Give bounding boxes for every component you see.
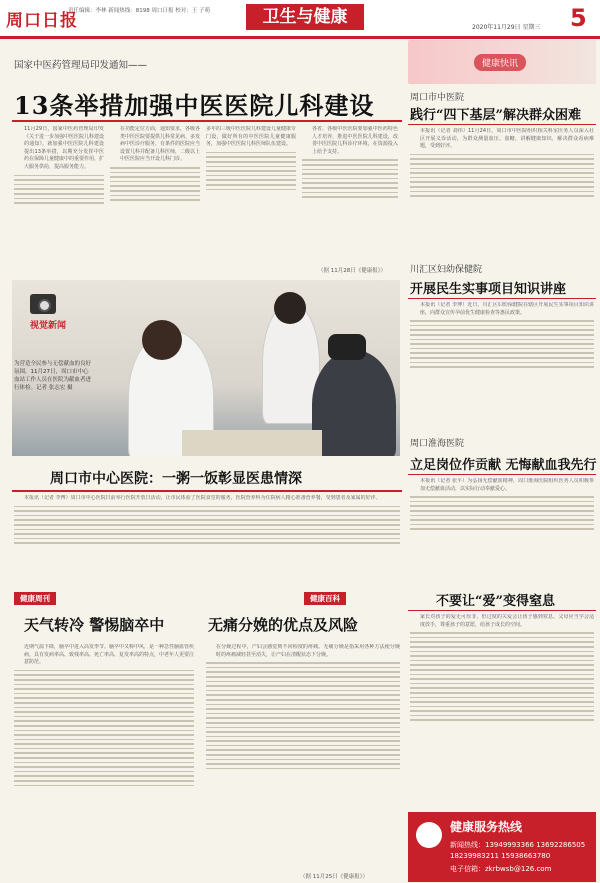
s4-headline: 不要让“爱”变得窒息 [436, 594, 555, 609]
s4-rule [408, 610, 596, 611]
s3-rule [408, 474, 596, 475]
patient-cap [328, 334, 366, 360]
main-col3-text: 多年的三级中医医院儿科建设儿童健康专门设，做好所有的中医医院儿童健康服务，加强中医医院儿科医师队伍建设。 [206, 126, 296, 148]
section-title: 卫生与健康 [246, 4, 364, 30]
main-column-2 [110, 126, 200, 276]
main-subtitle: 国家中医药管理局印发通知—— [14, 60, 148, 71]
health-headline-2: 无痛分娩的优点及风险 [208, 616, 359, 634]
s4-text: 家长对孩子的爱无可厚非，但过度的关爱会让孩子感到窒息。父母应当学会适度放手，尊重孩子的意愿，给孩子成长的空间。 [420, 614, 594, 628]
desk [182, 430, 322, 456]
s2-text: 本报讯（记者 李博）近日，川汇区妇幼保健院在辖区开展民生实事项目知识讲座，向群众宣传孕前优生健康检查等惠民政策。 [420, 302, 594, 316]
story2-body [14, 495, 400, 587]
story2-text: 本报讯（记者 李博）周口市中心医院日前举行医院开放日活动，让市民体验了医院食堂的服务，医院营养科为住院病人精心准备营养餐，受到患者及家属的好评。 [24, 495, 381, 501]
patient-figure [312, 350, 396, 456]
s2-subtitle: 川汇区妇幼保健院 [410, 265, 483, 275]
main-column-3 [206, 126, 296, 276]
issue-date: 2020年11月29日 星期三 [472, 24, 541, 31]
s2-headline: 开展民生实事项目知识讲座 [410, 282, 567, 297]
s1-subtitle: 周口市中医院 [410, 93, 465, 103]
main-col1-text: 11月29日，国家中医药管理局印发《关于进一步加强中医医院儿科建设的通知》，就加强中医医院儿科建设提出13条举措，以期充分发挥中医药在保障儿童健康中的重要作用，扩大服务供给，提高服务能力。 [24, 126, 104, 170]
right-banner-label: 健康快讯 [474, 54, 526, 71]
hotline-email: 电子信箱：zkrbwsb@126.com [450, 865, 552, 873]
hotline-box [408, 812, 596, 882]
phone-icon [416, 822, 442, 848]
health-text-1: 近期气温下降，脑卒中进入高发季节。脑卒中又称中风，是一种急性脑血管疾病，具有发病率高、致残率高、死亡率高、复发率高的特点，中老年人更要注意防范。 [24, 644, 194, 666]
s3-headline: 立足岗位作贡献 无悔献血我先行 [410, 458, 597, 473]
health-ribbon-1: 健康周刊 [14, 592, 56, 605]
main-col2-text: 在功能定位方面，通知要求，各级各类中医医院要提供儿科常见病、多发病中医诊疗服务，有条件的医院应当设置儿科并配备儿科医师，二级以上中医医院应当开设儿科门诊。 [120, 126, 200, 163]
s2-body [410, 302, 594, 428]
photo-caption: 为营造全民参与无偿献血的良好氛围，11月27日，周口市中心血站工作人员在医院为献血者进行体检。记者 张志宏 摄 [14, 361, 92, 391]
headline-rule [12, 120, 402, 122]
health-ribbon-2: 健康百科 [304, 592, 346, 605]
s3-subtitle: 周口淮海医院 [410, 439, 465, 449]
main-headline: 13条举措加强中医医院儿科建设 [14, 91, 375, 120]
main-source: （据 11月28日《健康报》） [318, 268, 386, 274]
main-column-1 [14, 126, 104, 276]
health-body-1 [14, 644, 194, 876]
hotline-title: 健康服务热线 [450, 820, 523, 834]
hotline-line-1: 新闻热线：13949993366 13692286505 [450, 841, 586, 849]
masthead [0, 0, 600, 39]
s3-text: 本报讯（记者 张平）为弘扬无偿献血精神，周口淮海医院组织医务人员积极参加无偿献血活动，以实际行动奉献爱心。 [420, 478, 594, 492]
story2-rule [12, 490, 402, 492]
doctor-head [274, 292, 306, 324]
newspaper-logo: 周口日报 [6, 11, 78, 31]
hotline-line-2: 18239983211 15938663780 [450, 852, 551, 860]
s1-rule [408, 124, 596, 125]
health-body-2 [206, 644, 400, 870]
s3-body [410, 478, 594, 578]
photo-section-tag: 视觉新闻 [30, 321, 67, 331]
s4-body [410, 614, 594, 808]
masthead-contact: 责任编辑：李林 新闻热线：8198 周口日报 校对：王 子萌 [68, 8, 210, 14]
page-number: 5 [570, 4, 587, 32]
s2-rule [408, 298, 596, 299]
health-headline-1: 天气转冷 警惕脑卒中 [24, 616, 165, 634]
main-col4-text: 各省、各级中医医院要加强中医药特色人才培养，推进中医医院儿科建设，改善中医医院儿科诊疗环境，在资源投入上给予支持。 [312, 126, 398, 155]
s1-text: 本报讯（记者 刘伟）11月24日，周口市中医院组织相关科室医务人员深入社区开展义诊活动，为群众测量血压、血糖，讲解健康知识，解决群众看病难题，受到好评。 [420, 128, 594, 150]
story2-headline: 周口市中心医院：一粥一饭彰显医患情深 [50, 471, 302, 487]
s1-headline: 践行“四下基层”解决群众困难 [410, 108, 581, 123]
main-column-4 [302, 126, 398, 266]
health-source: （据 11月25日《健康报》） [300, 874, 368, 880]
s1-body [410, 128, 594, 256]
camera-icon [30, 294, 56, 314]
health-text-2: 在分娩过程中，产妇会感觉到不同程度的疼痛。无痛分娩是指采用各种方法使分娩时的疼痛减轻甚至消失，让产妇在清醒状态下分娩。 [216, 644, 400, 658]
right-banner [408, 40, 596, 84]
nurse-head [142, 320, 182, 360]
